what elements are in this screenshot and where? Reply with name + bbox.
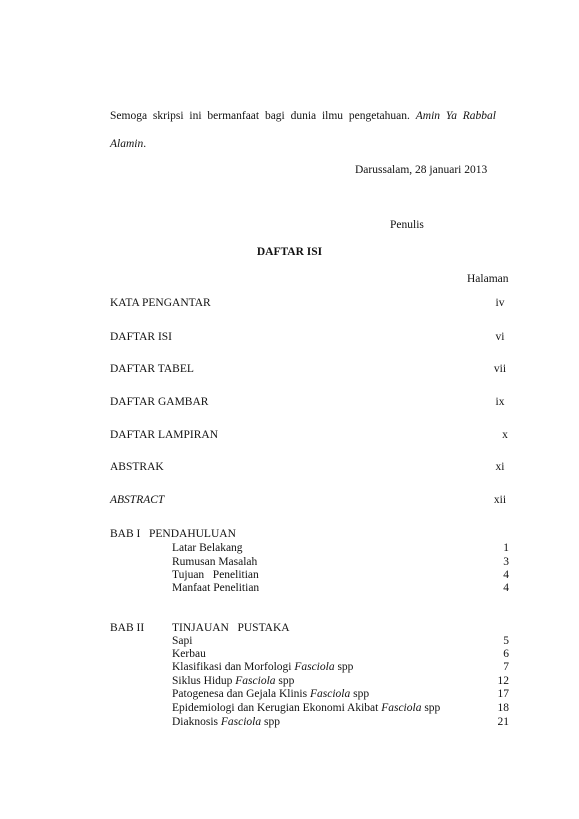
section-page: 12 [497,675,509,687]
toc-entry-page: iv [495,297,505,309]
section-page: 6 [503,648,509,660]
section-page: 4 [503,582,509,594]
toc-entry-label [110,493,164,507]
author-signature: Penulis [390,219,424,231]
date-place: Darussalam, 28 januari 2013 [355,164,488,176]
section-label: Epidemiologi dan Kerugian Ekonomi Akibat Fasciola spp [172,702,441,714]
toc-entry-label: DAFTAR ISI [110,331,173,343]
toc-title: DAFTAR ISI [256,246,323,258]
chapter-number: BAB II [110,622,145,634]
chapter-number: BAB I [110,528,141,540]
chapter-title: TINJAUAN PUSTAKA [172,622,290,634]
section-page: 3 [503,556,509,568]
section-page: 21 [497,716,509,728]
toc-entry-label: DAFTAR TABEL [110,363,194,375]
section-label: Latar Belakang [172,542,243,554]
closing-prayer: Amin Ya Rabbal [415,110,497,122]
section-label: Kerbau [172,648,206,660]
closing-text: Semoga skripsi ini bermanfaat bagi dunia ilmu pengetahuan. [110,110,410,122]
toc-entry-label: DAFTAR GAMBAR [110,396,209,408]
closing-paragraph-line1 [110,109,496,123]
toc-entry-label: KATA PENGANTAR [110,297,211,309]
section-label: Siklus Hidup Fasciola spp [172,675,295,687]
section-label: Manfaat Penelitian [172,582,260,594]
section-label: Tujuan Penelitian [172,569,259,581]
section-page: 4 [503,569,509,581]
toc-entry-label: ABSTRAK [110,461,164,473]
toc-entry-page: x [502,429,508,441]
section-label: Rumusan Masalah [172,556,258,568]
toc-entry-page: ix [495,396,505,408]
section-label: Patogenesa dan Gejala Klinis Fasciola spp [172,688,370,700]
toc-entry-page: vi [495,331,505,343]
toc-entry-label-italic: ABSTRACT [110,494,165,506]
toc-entry-label: DAFTAR LAMPIRAN [110,429,219,441]
section-label: Diaknosis Fasciola spp [172,716,280,728]
chapter-title: PENDAHULUAN [148,528,236,540]
toc-entry-page: vii [493,363,507,375]
closing-period: . [143,138,147,150]
closing-prayer-end: Alamin [110,138,144,150]
section-label: Sapi [172,635,193,647]
section-page: 18 [497,702,509,714]
section-page: 17 [497,688,509,700]
section-label: Klasifikasi dan Morfologi Fasciola spp [172,661,354,673]
page-column-header: Halaman [467,273,509,285]
section-page: 7 [503,661,509,673]
closing-paragraph-line2 [110,137,146,151]
section-page: 1 [503,542,509,554]
toc-entry-page: xi [495,461,505,473]
toc-entry-page: xii [493,494,507,506]
section-page: 5 [503,635,509,647]
chapter-heading [110,527,236,541]
